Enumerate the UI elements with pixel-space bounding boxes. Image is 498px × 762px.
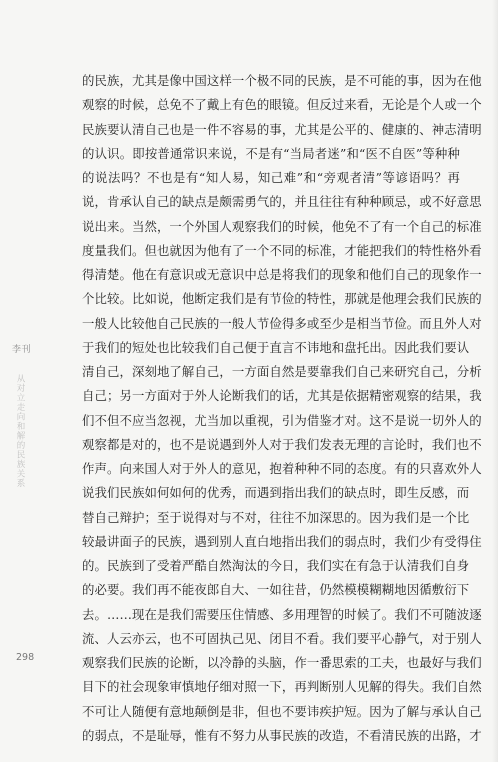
text-line: 于我们的短处也比较我们自己便于直言不讳地和盘托出。因此我们要认	[82, 339, 470, 355]
text-line: 目下的社会现象审慎地仔细对照一下，再判断别人见解的得失。我们自然	[82, 679, 482, 695]
text-line: 的认识。即按普通常识来说，不是有“当局者迷”和“医不自医”等种种	[82, 145, 460, 161]
text-line: 清自己，深刻地了解自己，一方面自然是要靠我们自己来研究自己，分析	[82, 364, 482, 379]
page-edge-shadow	[492, 0, 498, 762]
text-line: 民族要认清自己也是一件不容易的事，尤其是公平的、健康的、神志清明	[82, 121, 482, 137]
text-line: 不可让人随便有意地颠倒是非，但也不要讳疾护短。因为了解与承认自己	[82, 703, 482, 719]
margin-vertical-note: 从对立走向和解的民族关系	[15, 374, 25, 488]
text-line: 自己；另一方面对于外人论断我们的话，尤其是依据精密观察的结果，我	[82, 388, 482, 404]
text-line: 观察的时候，总免不了戴上有色的眼镜。但反过来看，无论是个人或一个	[82, 97, 482, 113]
text-line: 较最讲面子的民族，遇到别人直白地指出我们的弱点时，我们少有受得住	[82, 533, 482, 549]
text-line: 一般人比较他自己民族的一般人节俭得多或至少是相当节俭。而且外人对	[82, 315, 482, 331]
page-number: 298	[16, 652, 35, 663]
text-line: 的弱点，不是耻辱，惟有不努力从事民族的改造，不看清民族的出路，才	[82, 727, 482, 743]
text-line: 的说法吗？不也是有“知人易，知己难”和“旁观者清”等谚语吗？再	[82, 170, 460, 185]
text-line: 得清楚。他在有意识或无意识中总是将我们的现象和他们自己的现象作一	[82, 267, 482, 282]
text-line: 作声。向来国人对于外人的意见，抱着种种不同的态度。有的只喜欢外人	[82, 461, 482, 476]
text-line: 的民族，尤其是像中国这样一个极不同的民族，是不可能的事，因为在他	[82, 73, 482, 88]
text-line: 说，肯承认自己的缺点是颇需勇气的，并且往往有种种顾忌，或不好意思	[82, 194, 482, 210]
margin-mark: 李刊	[12, 345, 32, 355]
text-line: 度量我们。但也就因为他有了一个不同的标准，才能把我们的特性格外看	[82, 242, 482, 258]
text-line: 的。民族到了受着严酷自然淘汰的今日，我们实在有急于认清我们自身	[82, 558, 470, 573]
text-line: 说出来。当然，一个外国人观察我们的时候，他免不了有一个自己的标准	[82, 218, 482, 234]
text-line: 说我们民族如何如何的优秀，而遇到指出我们的缺点时，即生反感，而	[82, 485, 470, 501]
text-line: 们不但不应当忽视，尤当加以重视，引为借鉴才对。这不是说一切外人的	[82, 412, 482, 428]
text-line: 观察我们民族的论断，以冷静的头脑，作一番思索的工夫，也最好与我们	[82, 655, 482, 670]
text-line: 观察都是对的，也不是说遇到外人对于我们发表无理的言论时，我们也不	[82, 436, 482, 452]
text-line: 流、人云亦云，也不可固执己见、闭目不看。我们要平心静气，对于别人	[82, 630, 482, 646]
text-line: 去。……现在是我们需要压住情感、多用理智的时候了。我们不可随波逐	[82, 606, 482, 622]
text-line: 替自己辩护；至于说得对与不对，往往不加深思的。因为我们是一个比	[82, 509, 470, 525]
text-line: 个比较。比如说，他断定我们是有节俭的特性，那就是他理会我们民族的	[82, 291, 482, 307]
text-line: 的必要。我们再不能夜郎自大、一如往昔，仍然模模糊糊地因循敷衍下	[82, 582, 470, 598]
body-text	[82, 69, 482, 748]
